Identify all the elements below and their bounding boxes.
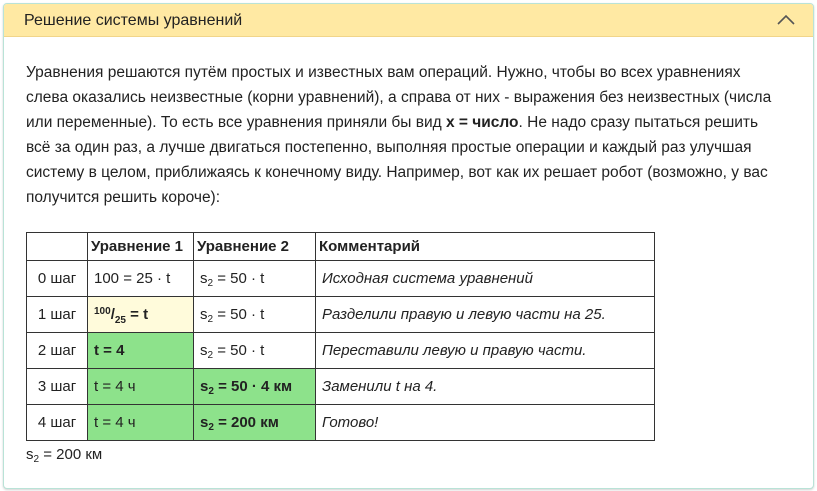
eq2-var: s xyxy=(200,342,208,359)
eq2-subscript: 2 xyxy=(207,278,214,289)
intro-text xyxy=(26,60,786,210)
intro-text-part-2: . Не надо сразу пытаться решить всё за один раз, а лучше двигаться постепенно, выполняя простые операции и каждый раз улучшая систему в целом, приближаясь к конечному виду. Например, вот как их решает робот (возможно, у вас получится решить короче): xyxy=(26,114,768,206)
eq2-cell xyxy=(194,297,316,333)
header-cell-eq1: Уравнение 1 xyxy=(88,233,194,261)
eq2-var: s xyxy=(200,306,208,323)
comment-cell: Разделили правую и левую части на 25. xyxy=(316,297,655,333)
table-row xyxy=(27,333,655,369)
eq2-subscript: 2 xyxy=(207,314,214,325)
eq2-cell xyxy=(194,369,316,405)
step-cell: 0 шаг xyxy=(27,261,88,297)
eq2-rest: = 50 · 4 км xyxy=(213,378,293,395)
panel-title: Решение системы уравнений xyxy=(24,12,243,29)
eq2-subscript: 2 xyxy=(208,422,214,433)
eq1-cell xyxy=(88,297,194,333)
eq1-cell: t = 4 ч xyxy=(88,405,194,441)
eq1-cell: 100 = 25 · t xyxy=(88,261,194,297)
eq1-rest: = t xyxy=(125,306,149,323)
comment-cell: Готово! xyxy=(316,405,655,441)
answer-subscript: 2 xyxy=(33,454,40,465)
eq1-denominator: 25 xyxy=(114,315,126,326)
comment-cell: Переставили левую и правую части. xyxy=(316,333,655,369)
intro-bold-form: x = число xyxy=(445,114,519,131)
table-row xyxy=(27,261,655,297)
chevron-up-icon[interactable] xyxy=(773,8,799,32)
answer-rest: = 200 км xyxy=(39,446,103,463)
table-row xyxy=(27,369,655,405)
eq1-cell: t = 4 xyxy=(88,333,194,369)
eq2-var: s xyxy=(200,378,209,395)
step-cell: 2 шаг xyxy=(27,333,88,369)
eq1-slash: / xyxy=(110,306,115,323)
eq2-rest: = 200 км xyxy=(213,414,279,431)
eq2-rest: = 50 · t xyxy=(213,342,265,359)
solution-panel xyxy=(3,3,814,489)
header-cell-comment: Комментарий xyxy=(316,233,655,261)
intro-text-part-1: Уравнения решаются путём простых и известных вам операций. Нужно, чтобы во всех уравнениях слева оказались неизвестные (корни уравнений), а справа от них - выражения без неизвестных (числа или переменные). То есть все уравнения приняли бы вид xyxy=(26,64,772,131)
comment-cell: Заменили t на 4. xyxy=(316,369,655,405)
step-cell: 1 шаг xyxy=(27,297,88,333)
eq2-subscript: 2 xyxy=(208,386,214,397)
answer-var: s xyxy=(26,446,34,463)
eq2-rest: = 50 · t xyxy=(213,306,265,323)
eq2-var: s xyxy=(200,270,208,287)
eq2-cell xyxy=(194,333,316,369)
eq2-rest: = 50 · t xyxy=(213,270,265,287)
eq2-cell xyxy=(194,261,316,297)
panel-header[interactable] xyxy=(4,4,813,37)
step-cell: 3 шаг xyxy=(27,369,88,405)
header-cell-step xyxy=(27,233,88,261)
step-cell: 4 шаг xyxy=(27,405,88,441)
eq1-numerator: 100 xyxy=(94,306,111,317)
table-header-row xyxy=(27,233,655,261)
comment-cell: Исходная система уравнений xyxy=(316,261,655,297)
header-cell-eq2: Уравнение 2 xyxy=(194,233,316,261)
eq2-var: s xyxy=(200,414,209,431)
final-answer xyxy=(26,446,102,463)
eq2-cell xyxy=(194,405,316,441)
eq2-subscript: 2 xyxy=(207,350,214,361)
table-row xyxy=(27,297,655,333)
steps-table xyxy=(26,232,655,441)
eq1-cell: t = 4 ч xyxy=(88,369,194,405)
table-row xyxy=(27,405,655,441)
